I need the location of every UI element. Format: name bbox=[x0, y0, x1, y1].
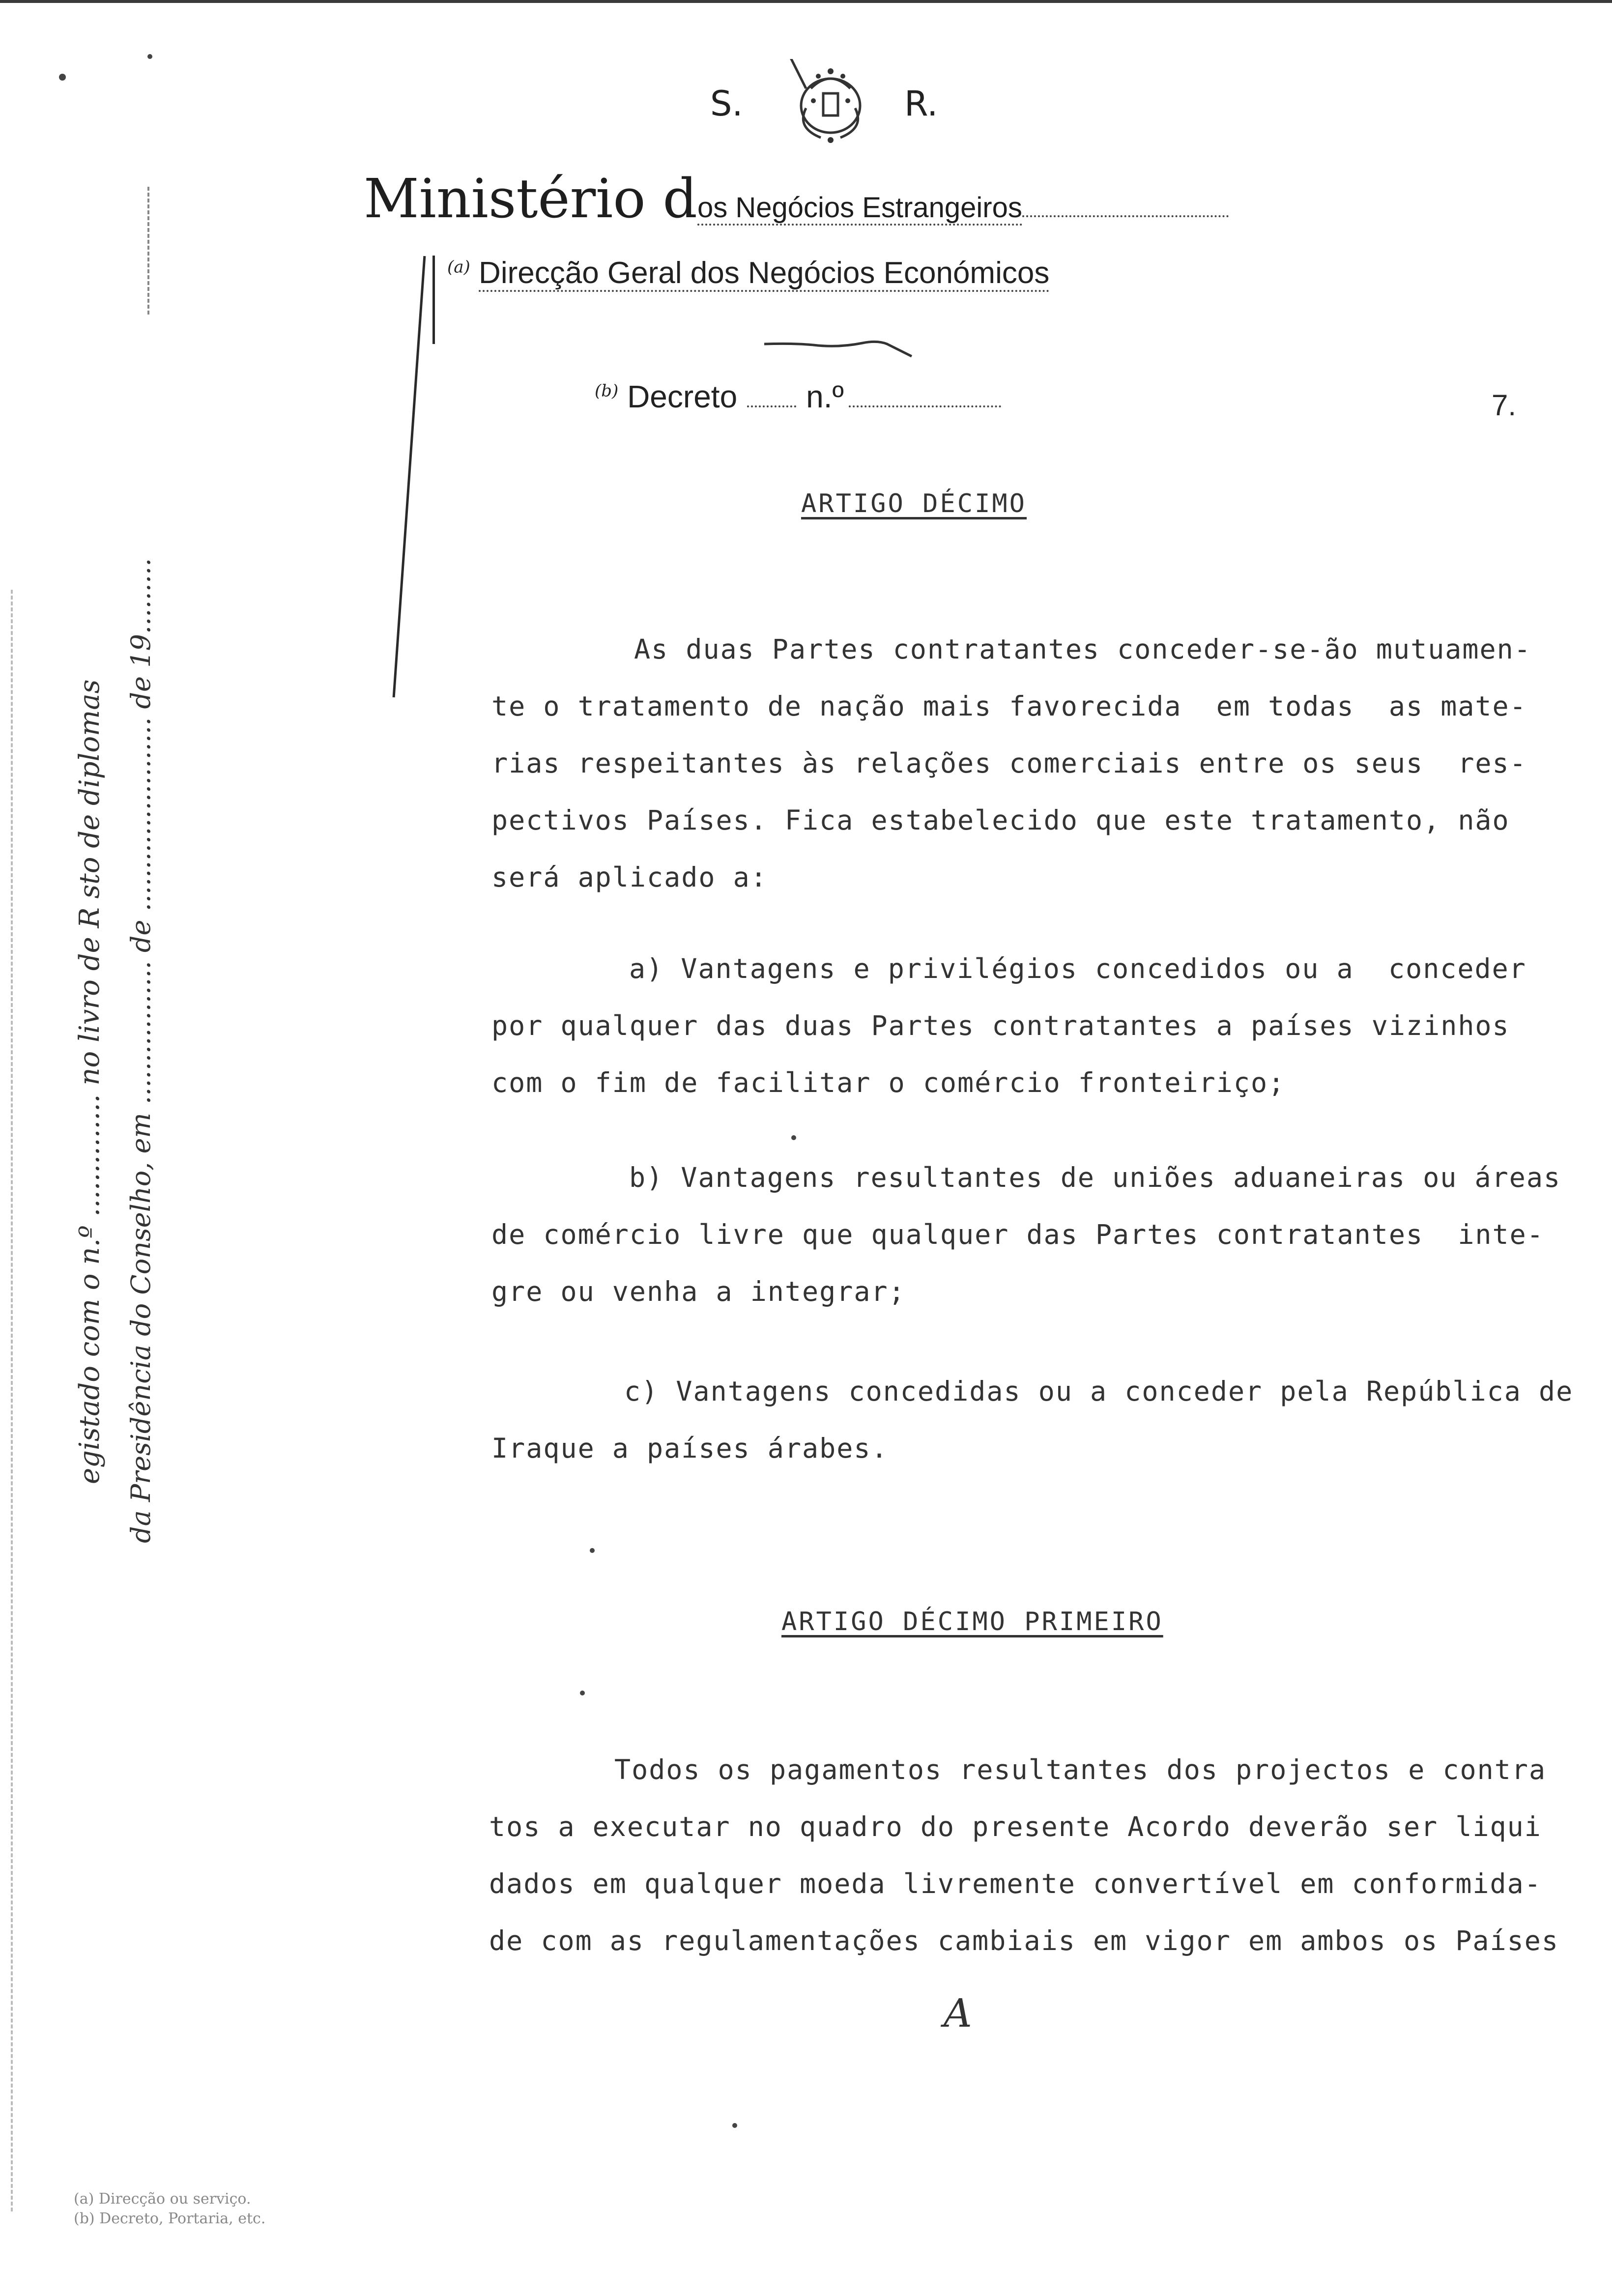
article-11-line: dados em qualquer moeda livremente convertível em conformida- bbox=[489, 1868, 1542, 1899]
item-c-line: c) Vantagens concedidas ou a conceder pela República de bbox=[624, 1376, 1574, 1407]
article-11-heading: ARTIGO DÉCIMO PRIMEIRO bbox=[781, 1607, 1163, 1636]
footnotes bbox=[74, 2189, 265, 2229]
article-10-line: rias respeitantes às relações comerciais entre os seus res- bbox=[491, 747, 1527, 779]
article-10-heading: ARTIGO DÉCIMO bbox=[801, 489, 1027, 518]
item-b-line: de comércio livre que qualquer das Partes contratantes inte- bbox=[491, 1219, 1544, 1250]
item-a-line: por qualquer das duas Partes contratantes a países vizinhos bbox=[491, 1010, 1510, 1041]
margin-rule-short bbox=[432, 256, 435, 344]
ornament-swash-icon bbox=[764, 334, 951, 364]
decreto-dots bbox=[747, 405, 796, 407]
margin-registry-line1: egistado com o n.º .............. no livro de R sto de diplomas bbox=[74, 679, 106, 1484]
scan-speck bbox=[147, 54, 152, 59]
article-11-line: Todos os pagamentos resultantes dos projectos e contra bbox=[614, 1754, 1547, 1785]
item-b-line: b) Vantagens resultantes de uniões aduaneiras ou áreas bbox=[629, 1162, 1561, 1193]
decreto-number-label: n.º bbox=[806, 379, 844, 414]
article-11-line: tos a executar no quadro do presente Acordo deverão ser liqui bbox=[489, 1811, 1542, 1842]
margin-registry-line2: da Presidência do Conselho, em ................. de ....................... de 19......... bbox=[125, 558, 156, 1543]
ministry-dotline bbox=[1022, 212, 1229, 217]
item-a-line: a) Vantagens e privilégios concedidos ou a conceder bbox=[629, 953, 1526, 984]
handwritten-initial: A bbox=[944, 1990, 972, 2036]
article-10-line: As duas Partes contratantes conceder-se-ão mutuamen- bbox=[634, 633, 1531, 665]
item-c-line: Iraque a países árabes. bbox=[491, 1433, 889, 1464]
decreto-label: Decreto bbox=[627, 379, 738, 414]
article-10-line: pectivos Países. Fica estabelecido que este tratamento, não bbox=[491, 804, 1510, 836]
top-rule bbox=[0, 0, 1612, 3]
ministry-printed: Ministério d bbox=[364, 167, 697, 230]
margin-rule-line bbox=[393, 256, 426, 697]
scan-speck bbox=[791, 1135, 796, 1140]
binding-edge-dash bbox=[11, 590, 13, 2211]
item-b-line: gre ou venha a integrar; bbox=[491, 1276, 906, 1307]
scan-speck bbox=[59, 74, 66, 81]
header-letter-s: S. bbox=[710, 84, 743, 124]
header-letter-r: R. bbox=[904, 84, 938, 124]
scan-speck bbox=[590, 1548, 595, 1553]
scan-speck bbox=[732, 2123, 737, 2128]
margin-dash bbox=[147, 187, 149, 315]
scan-speck bbox=[580, 1691, 585, 1695]
footnote-a: (a) Direcção ou serviço. bbox=[74, 2190, 251, 2208]
article-10-line: te o tratamento de nação mais favorecida em todas as mate- bbox=[491, 690, 1527, 722]
article-10-line: será aplicado a: bbox=[491, 861, 768, 893]
footnote-b: (b) Decreto, Portaria, etc. bbox=[74, 2210, 266, 2227]
coat-of-arms-icon bbox=[777, 59, 885, 147]
direccao-marker: (a) bbox=[447, 257, 470, 277]
ministry-line bbox=[364, 167, 1229, 230]
ministry-filled: os Negócios Estrangeiros bbox=[697, 192, 1022, 226]
page-number: 7. bbox=[1492, 389, 1517, 422]
item-a-line: com o fim de facilitar o comércio fronteiriço; bbox=[491, 1067, 1286, 1098]
decreto-marker: (b) bbox=[595, 381, 619, 401]
decreto-line bbox=[595, 378, 1001, 415]
article-11-line: de com as regulamentações cambiais em vigor em ambos os Países bbox=[489, 1925, 1559, 1956]
decreto-number-dots bbox=[849, 405, 1001, 407]
direccao-text: Direcção Geral dos Negócios Económicos bbox=[479, 256, 1049, 292]
direccao-line bbox=[447, 256, 1049, 290]
